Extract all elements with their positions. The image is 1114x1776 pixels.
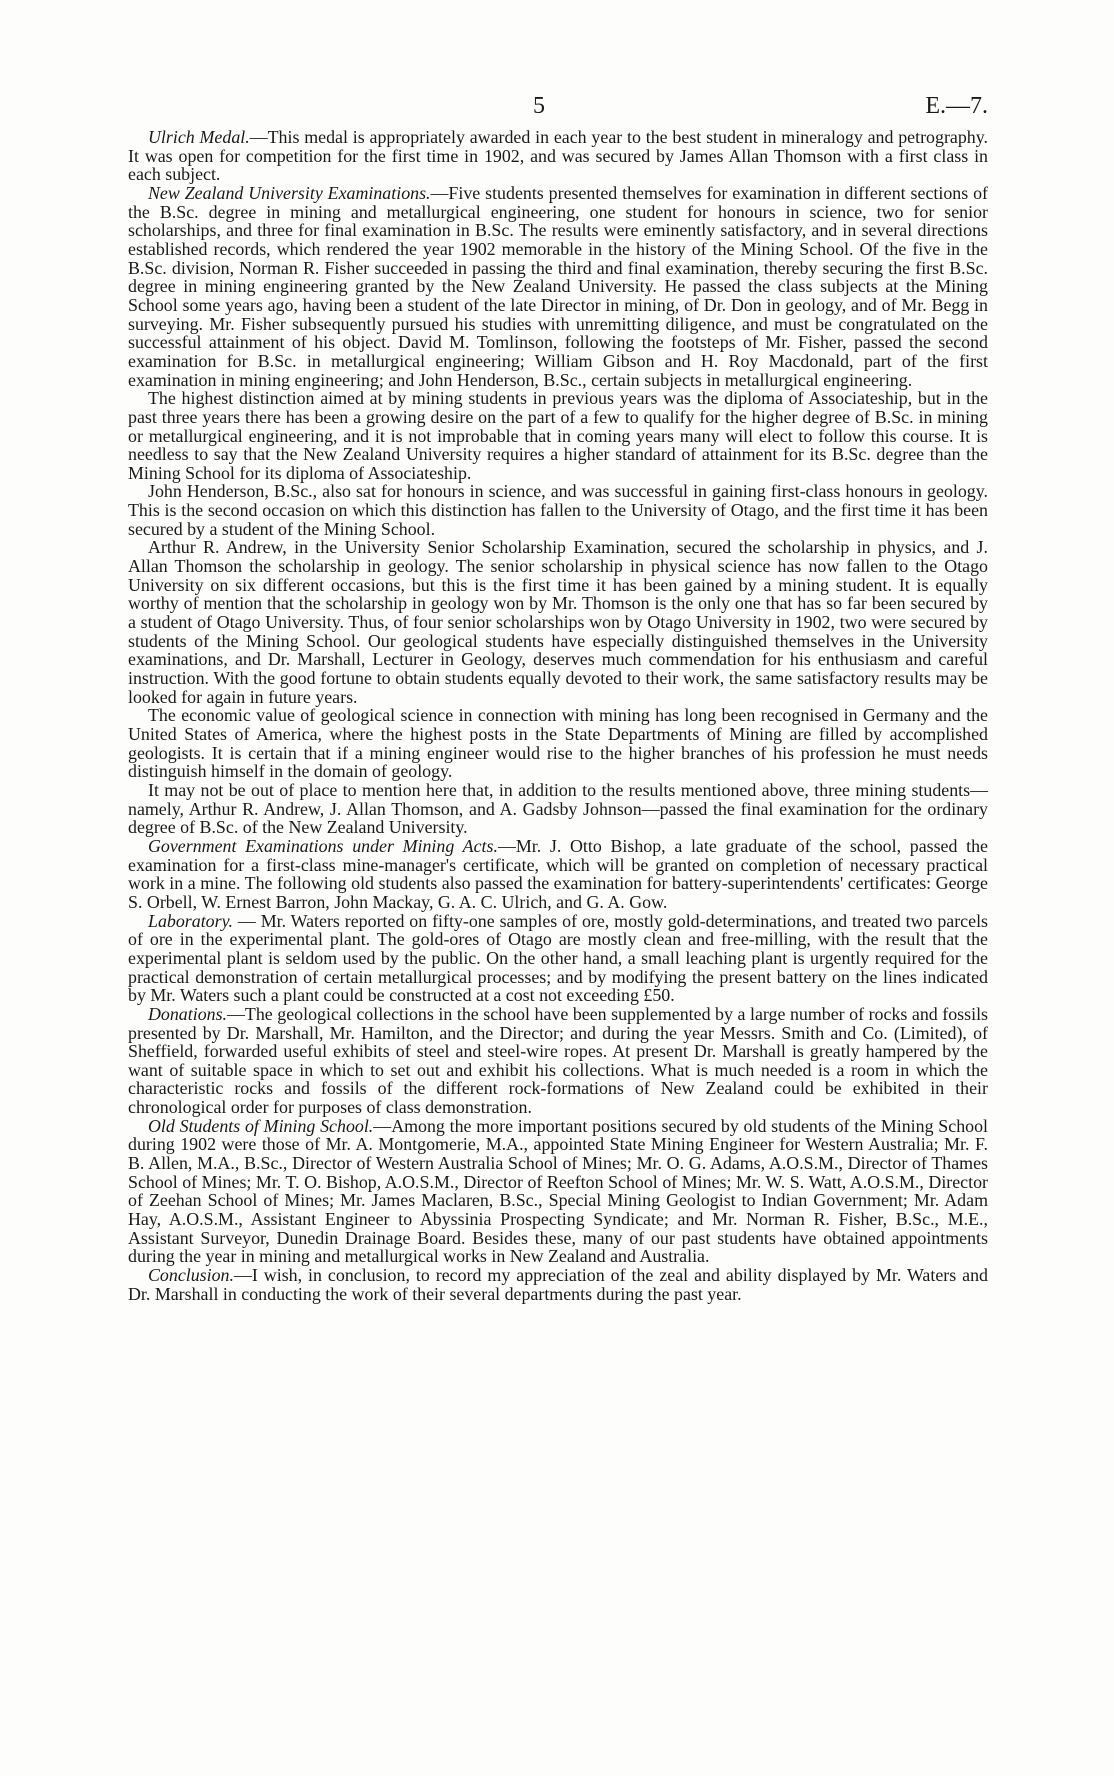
section-heading: Conclusion. xyxy=(148,1265,234,1286)
paragraph-laboratory xyxy=(128,912,988,1005)
section-heading: New Zealand University Examinations. xyxy=(148,182,431,203)
paragraph-text: —This medal is appropriately awarded in each year to the best student in mineralogy and petrography. It was open for competition for the first time in 1902, and was secured by James Allan Thomson with a first class in each subject. xyxy=(128,127,988,185)
paragraph-government-examinations xyxy=(128,837,988,912)
paragraph-text: —The geological collections in the school have been supplemented by a large number of rocks and fossils presented by Dr. Marshall, Mr. Hamilton, and the Director; and during the year Messrs. Smith and Co. (Limited), of Sheffield, forwarded useful exhibits of steel and steel-wire ropes. At present Dr. Marshall is greatly hampered by the want of suitable space in which to set out and exhibit his collections. What is much needed is a room in which the characteristic rocks and fossils of the different rock-formations of New Zealand could be exhibited in their chronological order for purposes of class demonstration. xyxy=(128,1003,988,1118)
page-header xyxy=(128,92,988,128)
paragraph-text: —Mr. J. Otto Bishop, a late graduate of the school, passed the examination for a first-class mine-manager's certificate, which will be granted on completion of necessary practical work in a mine. The following old students also passed the examination for battery-superintendents' certificates: George S. Orbell, W. Ernest Barron, John Mackay, G. A. C. Ulrich, and G. A. Gow. xyxy=(128,835,988,912)
paragraph-donations xyxy=(128,1005,988,1117)
paragraph-text: The economic value of geological science in connection with mining has long been recognised in Germany and the United States of America, where the highest posts in the State Departments of Mining are filled by accomplished geologists. It is certain that if a mining engineer would rise to the higher branches of his profession he must needs distinguish himself in the domain of geology. xyxy=(128,705,988,782)
document-page xyxy=(128,92,988,1303)
paragraph-text: John Henderson, B.Sc., also sat for honours in science, and was successful in gaining first-class honours in geology. This is the second occasion on which this distinction has fallen to the University of Otago, and the first time it has been secured by a student of the Mining School. xyxy=(128,481,988,539)
page-number: 5 xyxy=(533,93,545,119)
paragraph-ordinary-degree xyxy=(128,781,988,837)
paragraph-text: —Among the more important positions secured by old students of the Mining School during 1902 were those of Mr. A. Montgomerie, M.A., appointed State Mining Engineer for Western Australia; Mr. F. B. Allen, M.A., B.Sc., Director of Western Australia School of Mines; Mr. O. G. Adams, A.O.S.M., Director of Thames School of Mines; Mr. T. O. Bishop, A.O.S.M., Director of Reefton School of Mines; Mr. W. S. Watt, A.O.S.M., Director of Zeehan School of Mines; Mr. James Maclaren, B.Sc., Special Mining Geologist to Indian Government; Mr. Adam Hay, A.O.S.M., Assistant Engineer to Abyssinia Prospecting Syndicate; and Mr. Norman R. Fisher, B.Sc., M.E., Assistant Surveyor, Dunedin Drainage Board. Besides these, many of our past students have obtained appointments during the year in mining and metallurgical works in New Zealand and Australia. xyxy=(128,1115,988,1267)
section-heading: Government Examinations under Mining Acts. xyxy=(148,835,498,856)
paragraph-text: It may not be out of place to mention here that, in addition to the results mentioned above, three mining students—namely, Arthur R. Andrew, J. Allan Thomson, and A. Gadsby Johnson—passed the final examination for the ordinary degree of B.Sc. of the New Zealand University. xyxy=(128,779,988,838)
section-heading: Old Students of Mining School. xyxy=(148,1115,374,1136)
paragraph-ulrich-medal xyxy=(128,128,988,184)
section-heading: Donations. xyxy=(148,1003,228,1024)
paragraph-senior-scholarships xyxy=(128,538,988,706)
paragraph-associateship xyxy=(128,389,988,482)
section-heading: Ulrich Medal. xyxy=(148,127,250,147)
document-reference: E.—7. xyxy=(925,93,988,119)
paragraph-geological-science xyxy=(128,706,988,781)
paragraph-text: The highest distinction aimed at by mining students in previous years was the diploma of Associateship, but in the past three years there has been a growing desire on the part of a few to qualify for the higher degree of B.Sc. in mining or metallurgical engineering, and it is not improbable that in coming years many will elect to follow this course. It is needless to say that the New Zealand University requires a higher standard of attainment for its B.Sc. degree than the Mining School for its diploma of Associateship. xyxy=(128,388,988,483)
paragraph-text: — Mr. Waters reported on fifty-one samples of ore, mostly gold-determinations, and treated two parcels of ore in the experimental plant. The gold-ores of Otago are mostly clean and free-milling, with the result that the experimental plant is seldom used by the public. On the other hand, a small leaching plant is urgently required for the practical demonstration of certain metallurgical processes; and by modifying the present battery on the lines indicated by Mr. Waters such a plant could be constructed at a cost not exceeding £50. xyxy=(128,910,988,1006)
paragraph-nz-university-examinations xyxy=(128,184,988,389)
paragraph-old-students xyxy=(128,1117,988,1266)
paragraph-text: —Five students presented themselves for examination in different sections of the B.Sc. degree in mining and metallurgical engineering, one student for honours in science, two for senior scholarships, and three for final examination in B.Sc. The results were eminently satisfactory, and in several directions established records, which rendered the year 1902 memorable in the history of the Mining School. Of the five in the B.Sc. division, Norman R. Fisher succeeded in passing the third and final examination, thereby securing the first B.Sc. degree in mining engineering granted by the New Zealand University. He passed the class subjects at the Mining School some years ago, having been a student of the late Director in mining, of Dr. Don in geology, and of Mr. Begg in surveying. Mr. Fisher subsequently pursued his studies with unremitting diligence, and must be congratulated on the successful attainment of his object. David M. Tomlinson, following the footsteps of Mr. Fisher, passed the second examination for B.Sc. in metallurgical engineering; William Gibson and H. Roy Macdonald, part of the first examination in mining engineering; and John Henderson, B.Sc., certain subjects in metallurgical engineering. xyxy=(128,182,988,390)
paragraph-text: —I wish, in conclusion, to record my appreciation of the zeal and ability displayed by Mr. Waters and Dr. Marshall in conducting the work of their several departments during the past year. xyxy=(128,1265,988,1304)
section-heading: Laboratory. xyxy=(148,910,233,931)
paragraph-text: Arthur R. Andrew, in the University Senior Scholarship Examination, secured the scholarship in physics, and J. Allan Thomson the scholarship in geology. The senior scholarship in physical science has now fallen to the Otago University on six different occasions, but this is the first time it has been gained by a mining student. It is equally worthy of mention that the scholarship in geology won by Mr. Thomson is the only one that has so far been secured by a student of Otago University. Thus, of four senior scholarships won by Otago University in 1902, two were secured by students of the Mining School. Our geological students have especially distinguished themselves in the University examinations, and Dr. Marshall, Lecturer in Geology, deserves much commendation for his enthusiasm and careful instruction. With the good fortune to obtain students equally devoted to their work, the same satisfactory results may be looked for again in future years. xyxy=(128,537,988,707)
paragraph-henderson-honours xyxy=(128,482,988,538)
paragraph-conclusion xyxy=(128,1266,988,1303)
